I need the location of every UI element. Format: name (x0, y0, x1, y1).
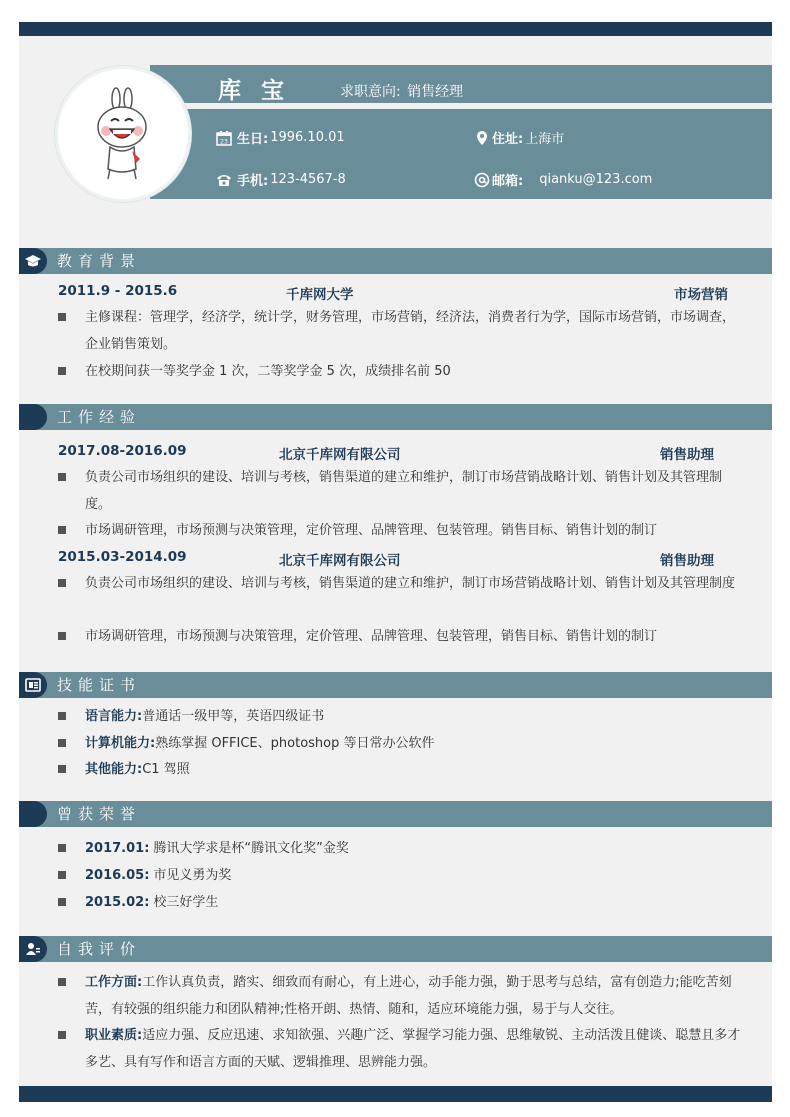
phone-value: 123-4567-8 (270, 172, 346, 187)
job-role: 销售助理 (660, 553, 714, 569)
edu-item: 在校期间获一等奖学金 1 次，二等奖学金 5 次，成绩排名前 50 (85, 364, 451, 379)
section-education-title: 教育背景 (57, 252, 142, 270)
section-skills-title: 技能证书 (57, 676, 142, 694)
email-info (474, 170, 652, 189)
section-self-badge (19, 936, 47, 962)
section-honors-badge (19, 801, 47, 827)
bullet-marker (58, 473, 66, 481)
skill-item (85, 730, 747, 757)
bullet-marker (58, 1031, 66, 1039)
calendar-icon (216, 130, 232, 146)
svg-text:23: 23 (220, 138, 228, 145)
section-work-title: 工作经验 (57, 408, 142, 426)
bullet-marker (58, 898, 66, 906)
email-value: qianku@123.com (539, 172, 653, 187)
honor-value: 市见义勇为奖 (153, 868, 232, 883)
honor-value: 校三好学生 (153, 895, 219, 910)
honor-item (85, 889, 747, 916)
avatar (55, 66, 191, 202)
phone-icon (216, 172, 232, 188)
job-item: 市场调研管理，市场预测与决策管理，定价管理、品牌管理、包装管理，销售目标、销售计划的制订 (85, 629, 658, 644)
job-role: 销售助理 (660, 447, 714, 463)
skill-label: 计算机能力: (85, 736, 156, 751)
job-intent (338, 81, 463, 101)
section-work-badge (19, 404, 47, 430)
section-skills-badge (19, 672, 47, 698)
phone-label: 手机: (237, 174, 269, 189)
address-value: 上海市 (525, 132, 565, 147)
candidate-name: 库宝 (218, 78, 304, 104)
birth-label: 生日: (237, 132, 269, 147)
person-icon (25, 942, 41, 956)
briefcase-icon (26, 410, 40, 424)
bullet-marker (58, 579, 66, 587)
bottom-accent-bar (19, 1086, 772, 1102)
bullet-marker (58, 844, 66, 852)
bullet-marker (58, 739, 66, 747)
bullet-marker (58, 765, 66, 773)
avatar-cartoon (80, 85, 166, 185)
self-label: 职业素质: (85, 1028, 143, 1043)
phone-info (216, 170, 346, 189)
skill-label: 语言能力: (85, 709, 143, 724)
self-value: 适应力强、反应迅速、求知欲强、兴趣广泛、掌握学习能力强、思维敏锐、主动活泼且健谈、聪慧且多才多艺、具有写作和语言方面的天赋、逻辑推理、思辨能力强。 (85, 1028, 741, 1070)
job-intent-value: 销售经理 (407, 84, 464, 100)
bullet-marker (58, 526, 66, 534)
job-period: 2017.08-2016.09 (58, 443, 187, 459)
top-accent-bar (19, 22, 772, 36)
skill-item (85, 756, 747, 783)
skill-value: 熟练掌握 OFFICE、photoshop 等日常办公软件 (155, 736, 435, 751)
edu-item: 主修课程：管理学，经济学，统计学，财务管理，市场营销，经济法，消费者行为学，国际市场营销，市场调查，企业销售策划。 (85, 310, 736, 352)
self-value: 工作认真负责，踏实、细致而有耐心，有上进心，动手能力强，勤于思考与总结，富有创造力;能吃苦刻苦，有较强的组织能力和团队精神;性格开朗、热情、随和，适应环境能力强，易于与人交往。 (85, 975, 732, 1017)
address-label: 住址: (492, 132, 524, 147)
job-item: 市场调研管理，市场预测与决策管理，定价管理、品牌管理、包装管理。销售目标、销售计划的制订 (85, 523, 658, 538)
section-honors-title: 曾获荣誉 (57, 805, 142, 823)
edu-period: 2011.9 - 2015.6 (58, 283, 178, 299)
skill-value: 普通话一级甲等，英语四级证书 (142, 709, 325, 724)
address-info (474, 128, 564, 147)
skill-item (85, 703, 747, 730)
job-period: 2015.03-2014.09 (58, 549, 187, 565)
birth-info (216, 128, 345, 147)
birth-value: 1996.10.01 (270, 130, 345, 145)
edu-major: 市场营销 (674, 287, 728, 303)
bullet-marker (58, 978, 66, 986)
honor-value: 腾讯大学求是杯“腾讯文化奖”金奖 (153, 841, 349, 856)
bullet-marker (58, 367, 66, 375)
job-item: 负责公司市场组织的建设、培训与考核，销售渠道的建立和维护，制订市场营销战略计划、销售计划及其管理制度 (85, 576, 736, 591)
skill-label: 其他能力: (85, 762, 143, 777)
section-education-badge (19, 248, 47, 274)
honor-item (85, 835, 747, 862)
honor-item (85, 862, 747, 889)
section-self-title: 自我评价 (57, 940, 142, 958)
job-company: 北京千库网有限公司 (279, 447, 401, 463)
location-pin-icon (474, 130, 490, 146)
edu-school: 千库网大学 (286, 287, 354, 303)
honor-date: 2016.05: (85, 868, 150, 883)
bullet-marker (58, 632, 66, 640)
skill-value: C1 驾照 (142, 762, 190, 777)
certificate-icon (25, 678, 41, 692)
job-intent-label: 求职意向: (340, 84, 401, 100)
bullet-marker (58, 313, 66, 321)
trophy-icon (26, 807, 40, 821)
bullet-marker (58, 712, 66, 720)
self-label: 工作方面: (85, 975, 143, 990)
honor-date: 2017.01: (85, 841, 150, 856)
job-company: 北京千库网有限公司 (279, 553, 401, 569)
graduation-cap-icon (24, 254, 42, 268)
honor-date: 2015.02: (85, 895, 150, 910)
email-label: 邮箱: (492, 174, 524, 189)
self-item (85, 969, 747, 1023)
at-sign-icon (474, 172, 490, 188)
bullet-marker (58, 871, 66, 879)
self-item (85, 1022, 747, 1076)
job-item: 负责公司市场组织的建设、培训与考核，销售渠道的建立和维护，制订市场营销战略计划、销售计划及其管理制度。 (85, 470, 723, 512)
